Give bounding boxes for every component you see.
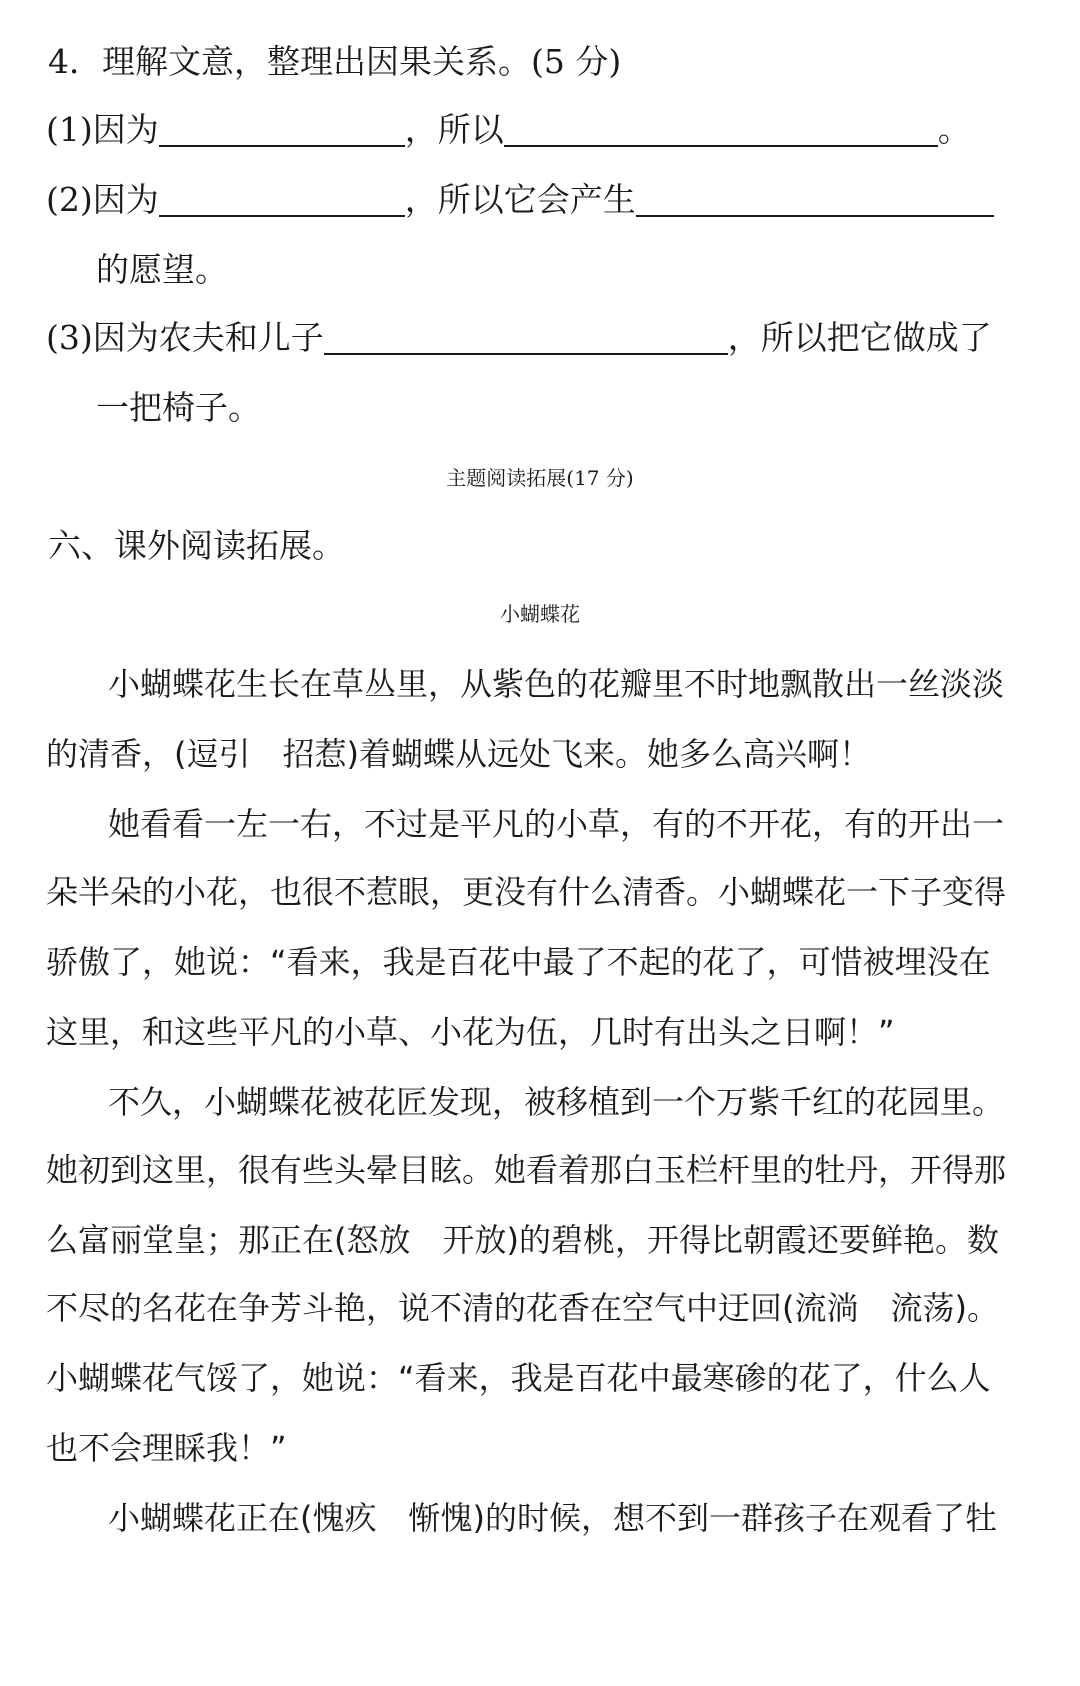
passage-line: 不久，小蝴蝶花被花匠发现，被移植到一个万紫千红的花园里。	[108, 1083, 1005, 1121]
part-title: 六、课外阅读拓展。	[48, 526, 345, 565]
question-item-3	[46, 316, 992, 360]
passage-line: 小蝴蝶花气馁了，她说：“看来，我是百花中最寒碜的花了，什么人	[46, 1359, 991, 1397]
passage-line: 骄傲了，她说：“看来，我是百花中最了不起的花了，可惜被埋没在	[46, 943, 991, 981]
passage-line: 小蝴蝶花正在(愧疚 惭愧)的时候，想不到一群孩子在观看了牡	[108, 1499, 997, 1537]
passage-line: 这里，和这些平凡的小草、小花为伍，几时有出头之日啊！”	[46, 1013, 895, 1051]
section-heading: 主题阅读拓展(17 分)	[446, 466, 634, 490]
answer-blank-3[interactable]	[324, 323, 728, 355]
item-2-continuation: 的愿望。	[96, 250, 228, 289]
passage-line: 不尽的名花在争芳斗艳，说不清的花香在空气中迂回(流淌 流荡)。	[46, 1289, 999, 1327]
passage-line: 么富丽堂皇；那正在(怒放 开放)的碧桃，开得比朝霞还要鲜艳。数	[46, 1221, 999, 1259]
passage-line: 朵半朵的小花，也很不惹眼，更没有什么清香。小蝴蝶花一下子变得	[46, 873, 1007, 911]
answer-blank-1a[interactable]	[159, 115, 405, 147]
passage-line: 也不会理睬我！”	[46, 1429, 287, 1467]
answer-blank-2b[interactable]	[636, 185, 994, 217]
item-3-mid: ，所以把它做成了	[727, 318, 992, 357]
item-3-label: (3)因为农夫和儿子	[46, 318, 324, 357]
item-1-end: 。	[937, 110, 971, 149]
item-3-continuation: 一把椅子。	[96, 388, 261, 427]
item-1-mid: ，所以	[404, 110, 504, 149]
passage-line: 小蝴蝶花生长在草丛里，从紫色的花瓣里不时地飘散出一丝淡淡	[108, 665, 1005, 703]
question-title: 4．理解文意，整理出因果关系。(5 分)	[48, 42, 622, 81]
answer-blank-2a[interactable]	[159, 185, 405, 217]
passage-line: 的清香，(逗引 招惹)着蝴蝶从远处飞来。她多么高兴啊！	[46, 735, 871, 773]
item-2-label: (2)因为	[46, 180, 159, 219]
item-2-mid: ，所以它会产生	[404, 180, 636, 219]
question-item-1	[46, 108, 971, 152]
passage-line: 她初到这里，很有些头晕目眩。她看着那白玉栏杆里的牡丹，开得那	[46, 1151, 1007, 1189]
passage-line: 她看看一左一右，不过是平凡的小草，有的不开花，有的开出一	[108, 805, 1005, 843]
question-item-2	[46, 178, 994, 222]
passage-title: 小蝴蝶花	[500, 602, 580, 626]
answer-blank-1b[interactable]	[504, 115, 938, 147]
item-1-label: (1)因为	[46, 110, 159, 149]
